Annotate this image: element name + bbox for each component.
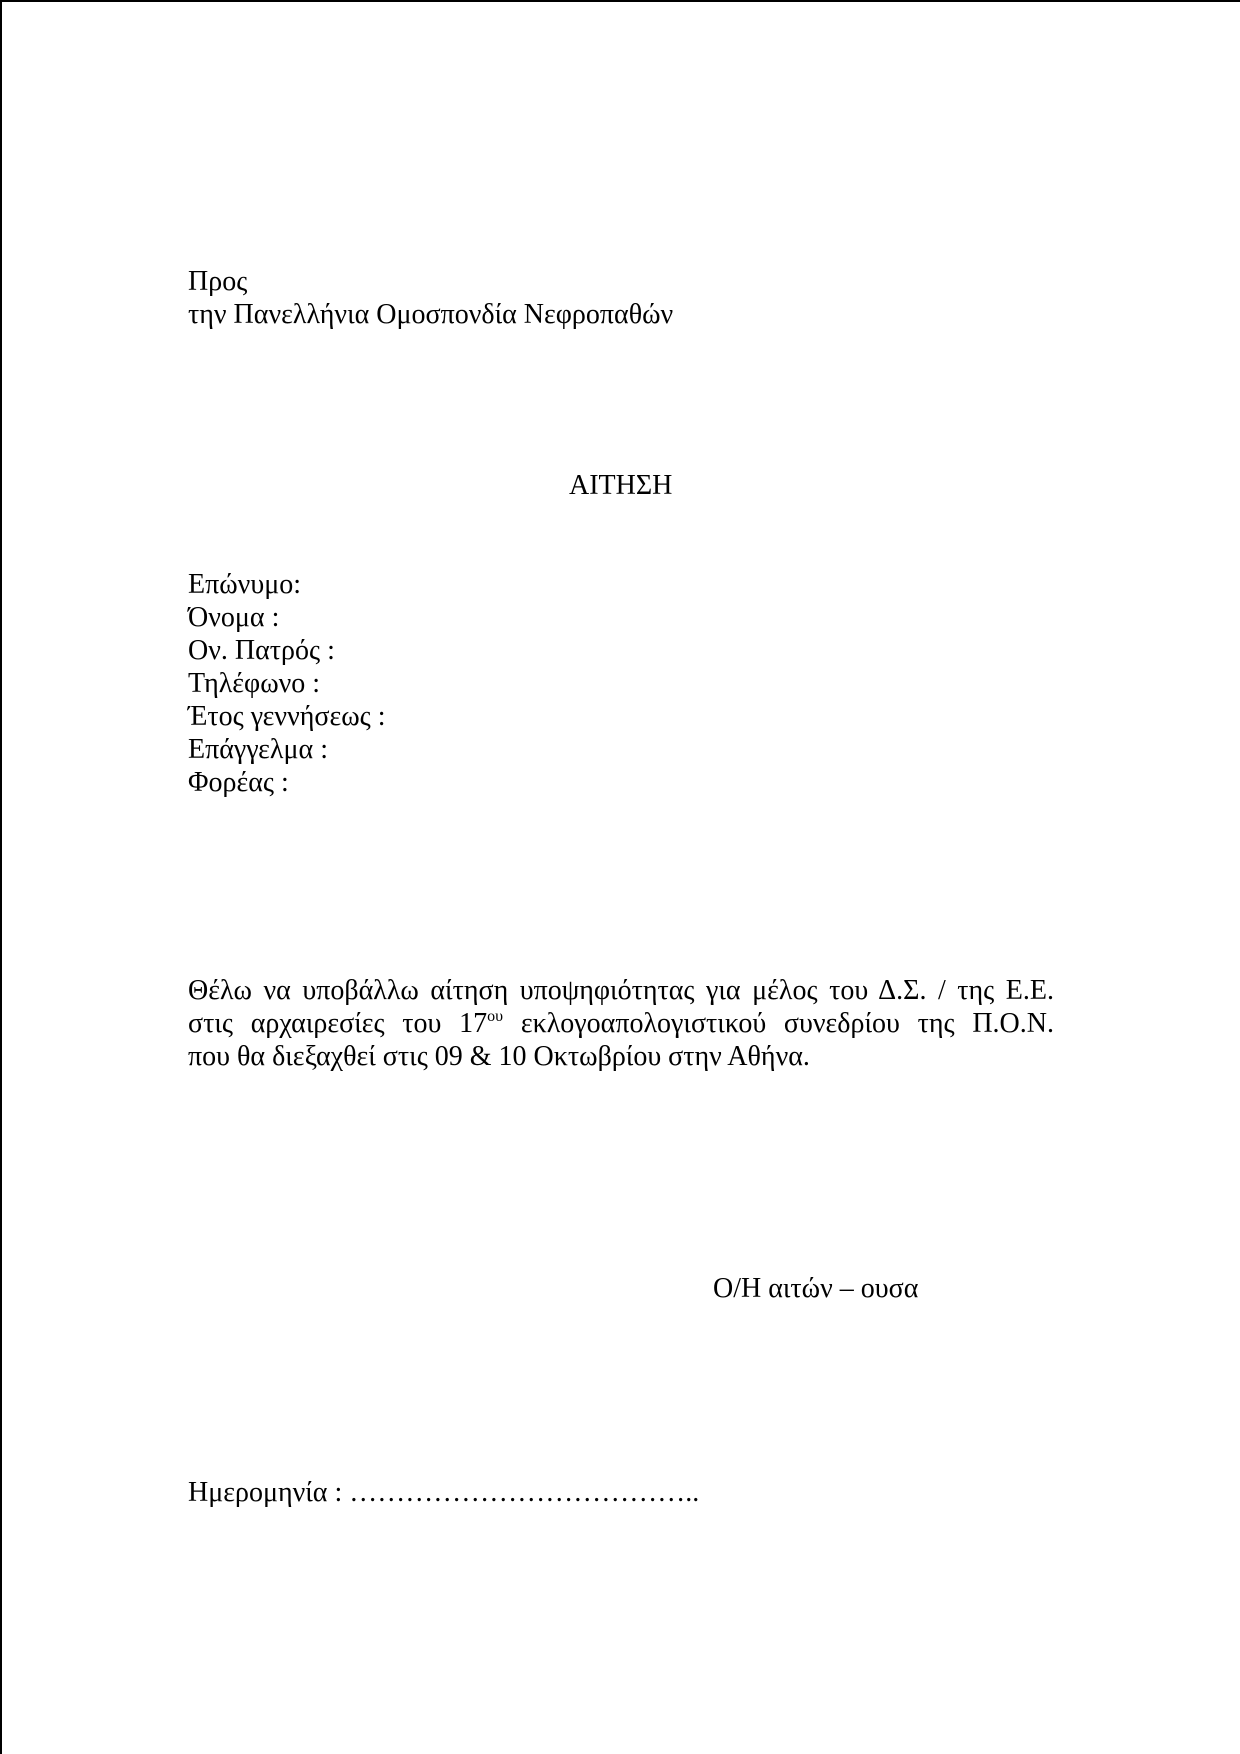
applicant-fields [188, 568, 386, 799]
statement-line-1: Θέλω να υποβάλλω αίτηση υποψηφιότητας για μέλος του Δ.Σ. / της Ε.Ε. [188, 975, 1054, 1006]
signature-label: Ο/Η αιτών – ουσα [713, 1273, 919, 1304]
addressee-salutation: Προς [188, 266, 248, 297]
field-telephone: Τηλέφωνο : [188, 668, 321, 699]
field-birth-year: Έτος γεννήσεως : [188, 701, 386, 732]
statement-line-2 [188, 1007, 1054, 1040]
field-profession: Επάγγελμα : [188, 734, 328, 765]
date-dotted-blank: ……………………………….. [349, 1477, 700, 1508]
field-organization: Φορέας : [188, 767, 289, 798]
field-surname: Επώνυμο: [188, 569, 301, 600]
addressee-organization: την Πανελλήνια Ομοσπονδία Νεφροπαθών [188, 299, 674, 330]
statement-line-2-start: στις αρχαιρεσίες του 17 [188, 1008, 488, 1039]
statement-line-3: που θα διεξαχθεί στις 09 & 10 Οκτωβρίου στην Αθήνα. [188, 1041, 810, 1072]
document-title: ΑΙΤΗΣΗ [569, 470, 673, 501]
ordinal-suffix: ου [487, 1008, 504, 1025]
date-label: Ημερομηνία : [188, 1477, 343, 1508]
field-father-name: Ον. Πατρός : [188, 635, 335, 666]
field-first-name: Όνομα : [188, 602, 280, 633]
application-statement [188, 974, 1054, 1073]
date-line [188, 1476, 699, 1509]
statement-line-2-end: εκλογοαπολογιστικού συνεδρίου της Π.Ο.Ν. [503, 1008, 1054, 1039]
addressee-block [188, 265, 673, 331]
